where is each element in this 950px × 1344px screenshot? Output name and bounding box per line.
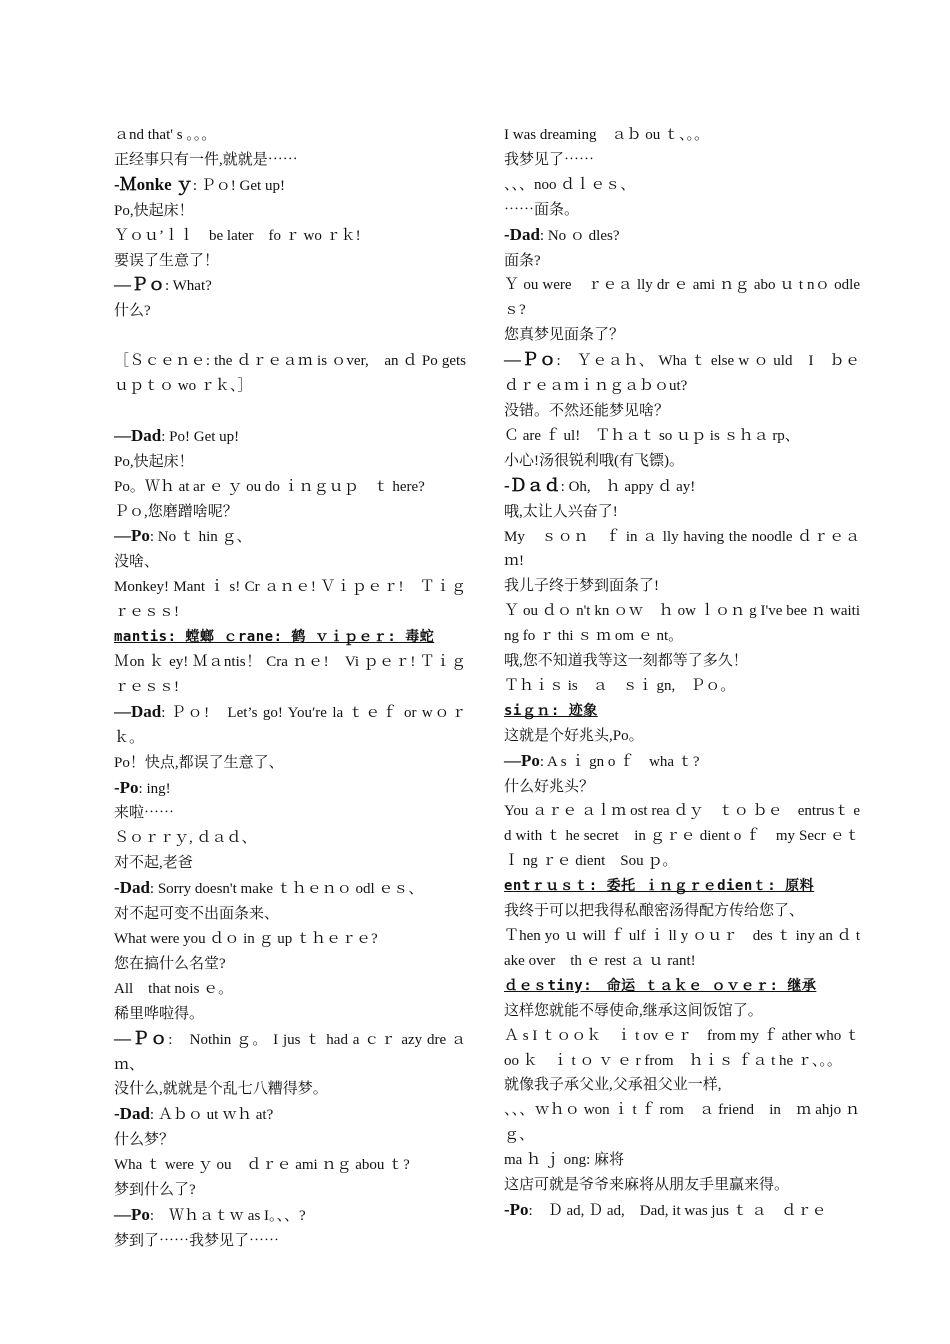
speaker-name: —Ｐｏ: [114, 275, 165, 295]
text-line: 这就是个好兆头,Po。: [504, 727, 644, 744]
text-line: Po,快起床！: [114, 453, 194, 470]
speaker-name: -Ｍonke ｙ: [114, 174, 193, 194]
text-line: 对不起可变不出面条来、: [114, 906, 280, 923]
vocab-text: mantis: 螳螂 ｃrane: 鹤 ｖｉｐｅｒ: 毒蛇: [114, 629, 435, 646]
dialogue-text: : Ｄ ad, Ｄ ad, Dad, it was jus ｔ ａ ｄｒｅ: [528, 1202, 827, 1219]
left-column: [114, 123, 482, 1254]
text-line: 就像我子承父业,父承祖父业一样,: [504, 1077, 722, 1094]
vocab-text: entｒｕｓｔ: 委托 ｉｎｇｒｅdienｔ: 原料: [504, 878, 815, 895]
text-line: 、、、ｗｈｏ won ｉ t ｆ rom ａ friend in ｍ ahjo ｎｇ、: [504, 1102, 860, 1144]
speaker-name: -Dad: [114, 878, 150, 898]
dialogue-text: : No ｏ dles?: [539, 227, 620, 244]
text-line: ⋯⋯面条。: [504, 201, 580, 218]
speaker-name: -Dad: [114, 1104, 150, 1124]
dialogue-text: : Ｐｏ! Let’s go! You′re la ｔｅｆ or wｏｒｋ。: [114, 704, 466, 746]
dialogue-text: : Ｙｅａｈ、 Wha ｔ else w ｏ uld I ｂｅｄｒｅａｍｉｎｇａｂｏut?: [504, 353, 860, 395]
dialogue-text: : A s ｉ gn o ｆ wha ｔ?: [539, 753, 700, 770]
dialogue-line: [114, 524, 466, 550]
text-line: 正经事只有一件,就就是⋯⋯: [114, 151, 298, 168]
dialogue-line: [504, 348, 860, 399]
dialogue-text: : Ａｂｏ ut ｗｈ at?: [149, 1107, 274, 1124]
text-line: Ｔhen yo ｕ will ｆ ulf ｉ ll y ｏｕｒ des ｔ iny an ｄ take over th ｅ rest ａ ｕ rant!: [504, 928, 860, 969]
right-column: [504, 123, 860, 1224]
text-line: 我儿子终于梦到面条了!: [504, 578, 659, 595]
text-line: 面条?: [504, 252, 541, 269]
text-line: My ｓｏｎ ｆ in ａ lly having the noodle ｄｒｅａｍ!: [504, 528, 860, 570]
vocab-note: [504, 874, 860, 899]
text-line: I was dreaming ａｂ ou ｔ、。。: [504, 127, 709, 143]
text-line: 小心!汤很锐利哦(有飞镖)。: [504, 452, 684, 469]
text-line: Ｙ ou ｄｏ n't kn ｏｗ ｈ ow ｌｏｎ g I've bee ｎ waiting fo ｒ thi ｓ ｍ om ｅ nt。: [504, 603, 860, 645]
speaker-name: -Po: [114, 777, 139, 797]
text-line: All that nois ｅ。: [114, 980, 234, 997]
text-line: 什么?: [114, 303, 151, 320]
speaker-name: —Ｐｏ: [504, 350, 557, 370]
text-line: 您真梦见面条了？: [504, 327, 625, 344]
text-line: ma ｈ ｊ ong: 麻将: [504, 1152, 624, 1169]
text-line: Ｙｏｕ’ｌｌ be later fo ｒ wo ｒｋ!: [114, 227, 361, 244]
text-line: 哦,您不知道我等这一刻都等了多久！: [504, 653, 748, 670]
dialogue-line: [504, 223, 860, 249]
text-line: Wha ｔ were ｙ ou ｄｒｅ ami ｎｇ abou ｔ?: [114, 1157, 410, 1174]
text-line: 您在搞什么名堂?: [114, 955, 226, 972]
dialogue-line: [114, 876, 466, 902]
text-line: 、、、noo ｄｌｅｓ、: [504, 176, 636, 193]
dialogue-text: : No ｔ hin ｇ、: [149, 529, 252, 546]
dialogue-line: [114, 1027, 466, 1078]
text-line: 对不起,老爸: [114, 855, 193, 872]
text-line: 稀里哗啦得。: [114, 1005, 205, 1022]
dialogue-text: : Ｗｈａｔｗ as I。、、?: [149, 1207, 306, 1224]
text-line: 梦到了⋯⋯我梦见了⋯⋯: [114, 1232, 280, 1249]
vocab-text: ｄｅｓtiny: 命运 ｔａｋｅ ｏｖｅｒ: 继承: [504, 977, 817, 994]
speaker-name: —Po: [504, 750, 540, 770]
dialogue-line: [504, 474, 860, 500]
vocab-note: [504, 974, 860, 999]
dialogue-line: [504, 749, 860, 775]
text-line: 我梦见了⋯⋯: [504, 151, 595, 168]
dialogue-text: : ing!: [138, 780, 171, 797]
text-line: Po,快起床！: [114, 202, 194, 219]
text-line: What were you ｄｏ in ｇ up ｔｈｅｒｅ?: [114, 930, 378, 947]
text-line: 什么梦？: [114, 1132, 175, 1149]
vocab-text: siｇｎ: 迹象: [504, 702, 598, 719]
text-line: Monkey! Mant ｉ s! Cr ａｎｅ! Ｖｉｐｅｒ! Ｔｉｇｒｅｓｓ!: [114, 579, 466, 621]
text-line: Ｐｏ,您磨蹭啥呢？: [114, 503, 238, 520]
dialogue-text: : Ｐｏ! Get up!: [192, 177, 285, 194]
text-line: Ｔｈｉｓ is ａ ｓｉ gn, Ｐｏ。: [504, 677, 736, 694]
dialogue-text: : Nothin ｇ。 I jus ｔ had a ｃｒ azy dre ａｍ、: [114, 1031, 466, 1073]
dialogue-text: : What?: [165, 278, 212, 295]
text-line: 没什么,就就是个乱七八糟得梦。: [114, 1081, 328, 1098]
dialogue-line: [114, 776, 466, 802]
text-line: 没啥、: [114, 554, 160, 571]
speaker-name: -Po: [504, 1199, 529, 1219]
speaker-name: -Ｄａｄ: [504, 475, 561, 495]
text-line: 哦,太让人兴奋了!: [504, 503, 618, 520]
text-line: Po。Ｗｈ at ar ｅ ｙ ou do ｉｎｇｕｐ ｔ here?: [114, 478, 425, 495]
speaker-name: —Ｐｏ: [114, 1028, 169, 1048]
speaker-name: -Dad: [504, 224, 540, 244]
text-line: 要误了生意了！: [114, 252, 220, 269]
dialogue-line: [114, 1102, 466, 1128]
blank-line: [114, 324, 466, 349]
text-line: Ｙ ou were ｒｅａ lly dr ｅ ami ｎｇ abo ｕ t nｏ odle ｓ?: [504, 277, 860, 319]
text-line: 这样您就能不辱使命,继承这间饭馆了。: [504, 1002, 763, 1019]
dialogue-line: [114, 173, 466, 199]
text-line: 梦到什么了?: [114, 1182, 196, 1199]
text-line: 没错。不然还能梦见啥？: [504, 402, 670, 419]
text-line: You ａｒｅ ａｌｍ ost rea ｄｙ ｔｏ ｂｅ entrusｔ ed with ｔ he secret in ｇｒｅ dient o ｆ my Secr ｅｔＩ ng ｒｅ dient Sou ｐ。: [504, 803, 860, 870]
dialogue-text: : Oh, ｈ appy ｄ ay!: [560, 478, 696, 495]
vocab-note: [114, 625, 466, 650]
text-line: ａnd that' s 。。。: [114, 127, 217, 143]
dialogue-line: [114, 424, 466, 450]
dialogue-text: : Sorry doesn't make ｔｈｅｎｏ odl ｅｓ、: [149, 881, 424, 898]
speaker-name: —Po: [114, 526, 150, 546]
text-line: Ｍon ｋ ey! Ｍａntis！ Cra ｎｅ! Vi ｐｅｒ! Ｔｉｇｒｅｓｓ!: [114, 654, 466, 695]
dialogue-line: [114, 700, 466, 751]
vocab-note: [504, 699, 860, 724]
text-line: Po！快点,都误了生意了、: [114, 754, 284, 771]
text-line: 这店可就是爷爷来麻将从朋友手里赢来得。: [504, 1177, 790, 1194]
speaker-name: —Po: [114, 1204, 150, 1224]
text-line: 来啦⋯⋯: [114, 805, 175, 822]
text-line: Ｃ are ｆ ul! Ｔｈａｔ so ｕｐ is ｓｈａ rp、: [504, 427, 800, 444]
blank-line: [114, 399, 466, 424]
text-line: 我终于可以把我得私酿密汤得配方传给您了、: [504, 903, 805, 920]
text-line: ［Ｓｃｅｎｅ: the ｄｒｅａｍ is ｏver, an ｄ Po gets ｕｐｔｏ wo ｒｋ、］: [114, 353, 482, 395]
dialogue-line: [504, 1198, 860, 1224]
dialogue-line: [114, 273, 466, 299]
dialogue-line: [114, 1203, 466, 1229]
dialogue-text: : Po! Get up!: [161, 428, 240, 445]
text-line: 什么好兆头？: [504, 778, 595, 795]
text-line: Ｓｏｒｒｙ, ｄａｄ、: [114, 830, 257, 847]
speaker-name: —Dad: [114, 701, 162, 721]
text-line: Ａ s I ｔｏｏｋ ｉ t ov ｅｒ from my ｆ ather who ｔ oo ｋ ｉ t ｏ ｖ ｅ r from ｈｉｓ ｆａ t he ｒ、。。: [504, 1027, 860, 1069]
speaker-name: —Dad: [114, 425, 162, 445]
